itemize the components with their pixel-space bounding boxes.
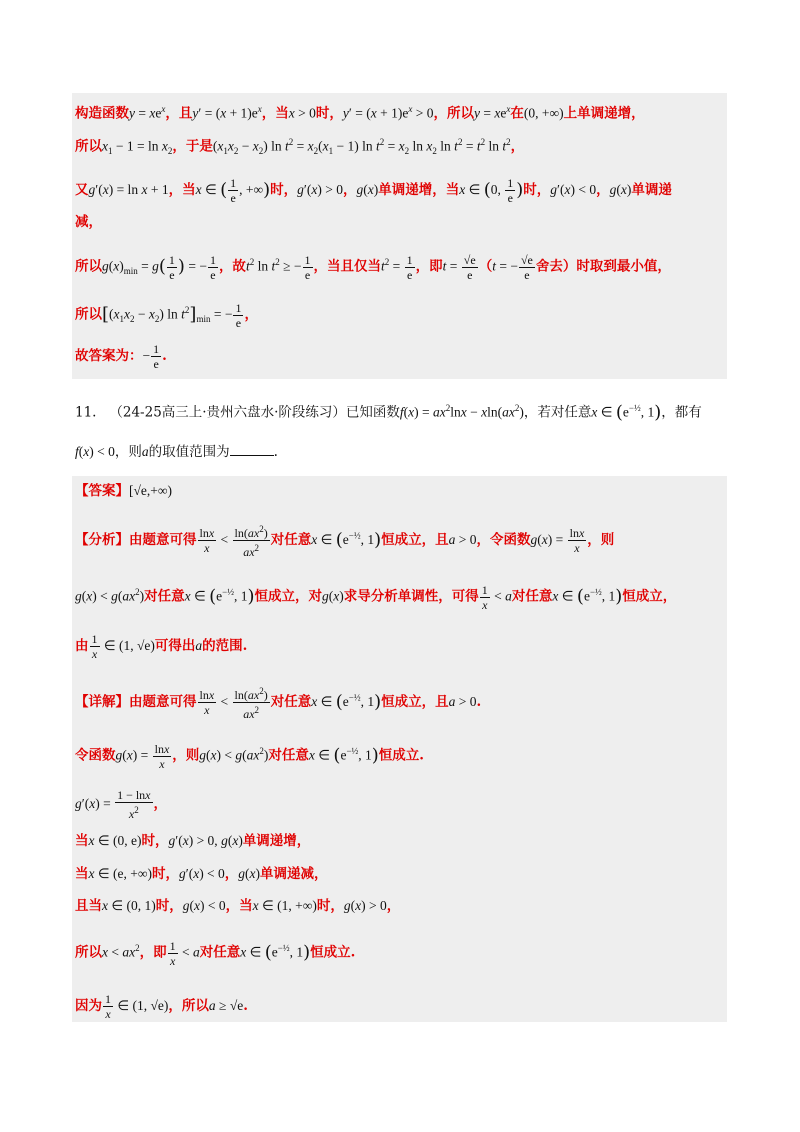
answer-blank [230,455,274,456]
question-11-line-2: f(x) < 0，则a的取值范围为 . [75,444,278,460]
answer-line [75,481,172,501]
prev-line-1: 构造函数$y = xe^x$，且$y' = (x + 1)e^x$，当x > 0时，$y' = (x + 1)e^x > 0$，所以$y = xe^x$在(0, +∞)上单调递增， [75,104,645,122]
answer-value: [√e,+∞) [129,483,173,498]
prev-line-3: 又g′(x) = ln x + 1，当x ∈ ( $\frac{1}{e}$ , +∞)时，g′(x) > 0，g(x)单调递增，当x ∈ (0, $\frac{1}{e}$ )时，g′(x) < 0，g(x)单调递 [75,176,672,205]
detail-line-7: 所以$x < ax^2$，即 $\frac{1}{x}$ < a对任意x ∈ ($e^{-\frac{1}{2}}$, 1)恒成立. [75,938,356,968]
detail-line-4: 当x ∈ (0, e)时，g′(x) > 0, g(x)单调递增， [75,833,311,849]
analysis-line-1: 【分析】由题意可得 $\frac{\ln x}{x}$ < $\frac{\ln(ax^2)}{ax^2}$ 对任意x ∈ ($e^{-\frac{1}{2}}$, 1)恒成立，且a > 0，令函数g(x) = $\frac{\ln x}{x}$ ，则 [75,524,615,559]
detail-line-1: 【详解】由题意可得 $\frac{\ln x}{x}$ < $\frac{\ln(ax^2)}{ax^2}$ 对任意x ∈ ($e^{-\frac{1}{2}}$, 1)恒成立，且a > 0. [75,686,482,721]
detail-line-2: 令函数g(x) = $\frac{\ln x}{x}$ ，则$g(x) < g(ax^2)$对任意x ∈ ($e^{-\frac{1}{2}}$, 1)恒成立. [75,741,424,771]
analysis-line-2: $g(x) < g(ax^2)$对任意x ∈ ($e^{-\frac{1}{2}}$, 1)恒成立，对g(x)求导分析单调性，可得 $\frac{1}{x}$ < a对任意x ∈ ($e^{-\frac{1}{2}}$, 1)恒成立， [75,582,677,612]
answer-label: 【答案】 [75,483,129,499]
question-11-line-1: 11. （24-25高三上·贵州六盘水·阶段练习）已知函数$f(x) = ax^2\ln x - xln(ax^2)$，若对任意x ∈ ($e^{-\frac{1}{2}}$, 1)，都有 [75,402,702,423]
detail-line-3: g′(x) = $\frac{1 - \ln x}{x^2}$ ， [75,788,167,821]
analysis-line-3: 由 $\frac{1}{x}$ ∈ (1, √e)可得出a的范围. [75,632,248,661]
prev-line-4: 减， [75,214,102,230]
prev-line-7: 故答案为：− $\frac{1}{e}$ . [75,342,167,371]
prev-line-2: 所以$x_1 - 1 = \ln x_2$，于是$(x_1x_2 - x_2)$ $\ln t^2 = x_2(x_1 - 1)$ $\ln t^2 = x_2$ $\ln x_2$ $\ln t^2 = t^2$ $\ln t^2$， [75,137,525,157]
detail-line-5: 当x ∈ (e, +∞)时，g′(x) < 0，g(x)单调递减， [75,866,328,882]
prev-line-6: 所以[$(x_1x_2 - x_2)$ $\ln t^2]_{min}$ = − $\frac{1}{e}$ ， [75,300,258,330]
prev-line-5: 所以$g(x)_{min} = g$( $\frac{1}{e}$ ) = − $\frac{1}{e}$ ，故$t^2$ $\ln t^2$ ≥ − $\frac{1}{e}$ ，当且仅当$t^2$ = $\frac{1}{e}$ ，即t = $\frac{√e}{e}$ （t = − $\frac{√e}{e}$ 舍去）时取到最小值， [75,252,671,282]
detail-line-8: 因为 $\frac{1}{x}$ ∈ (1, √e)，所以a ≥ √e. [75,992,248,1021]
detail-line-6: 且当x ∈ (0, 1)时，g(x) < 0，当x ∈ (1, +∞)时，g(x) > 0， [75,898,401,914]
